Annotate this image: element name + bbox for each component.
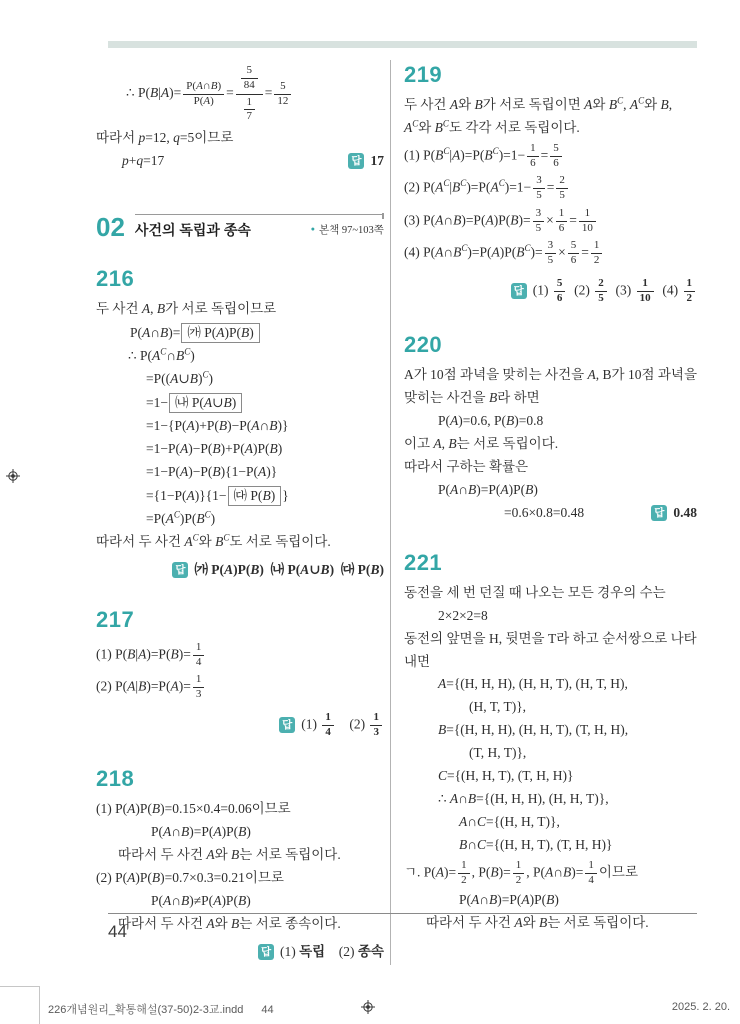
answer xyxy=(279,710,384,741)
solution-line xyxy=(96,151,384,172)
answer-line xyxy=(96,942,384,963)
right-column xyxy=(391,60,697,965)
problem-number: 216 xyxy=(96,265,135,291)
answer-badge: 답 xyxy=(348,153,364,169)
answer xyxy=(258,942,384,963)
answer-text: 17 xyxy=(370,152,384,168)
bullet-icon: ● xyxy=(310,225,315,234)
answer-text: 0.48 xyxy=(673,504,697,520)
solution-line: B∩C={(H, H, T), (T, H, H)} xyxy=(458,836,613,852)
answer-badge: 답 xyxy=(258,944,274,960)
solution-line: 따라서 두 사건 A와 B는 서로 종속이다. xyxy=(118,915,341,931)
answer-text: (1) 독립 (2) 종속 xyxy=(280,943,384,959)
answer xyxy=(651,503,697,524)
solution-line: P(A)=0.6, P(B)=0.8 xyxy=(437,413,544,429)
section-ref xyxy=(311,222,384,237)
answer-text: (1) $\frac{5}{6}$ (2) $\frac{2}{5}$ (3) $\frac{1}{10}$ (4) $\frac{1}{2}$ xyxy=(533,276,697,307)
section-body xyxy=(135,214,384,240)
solution-line: (T, H, T)}, xyxy=(468,745,527,761)
solution-line: A={(H, H, H), (H, H, T), (H, T, H), xyxy=(437,676,628,692)
registration-mark-icon xyxy=(6,469,20,487)
answer-line xyxy=(96,560,384,581)
solution-line: P(A∩B)=P(A)P(B) xyxy=(437,481,538,497)
solution-line: P(A∩B)=P(A)P(B) xyxy=(151,824,251,840)
answer xyxy=(348,151,384,172)
section-number: 02 xyxy=(96,211,125,242)
answer-line xyxy=(404,276,697,307)
solution-line xyxy=(404,503,697,524)
solution-line: 따라서 구하는 확률은 xyxy=(403,459,529,475)
solution-line: 내면 xyxy=(403,653,431,669)
footer-date: 2025. 2. 20. xyxy=(671,1001,730,1013)
answer xyxy=(511,276,697,307)
solution-line: 2×2×2=8 xyxy=(437,607,488,623)
problem-218 xyxy=(96,766,384,962)
page-content xyxy=(96,60,697,965)
solution-line: P(A∩B)≠P(A)P(B) xyxy=(151,892,251,908)
answer-badge: 답 xyxy=(651,505,667,521)
solution-line: 따라서 두 사건 $A^C$와 $B^C$도 서로 독립이다. xyxy=(96,532,331,549)
solution-line: 이고 A, B는 서로 독립이다. xyxy=(403,436,559,452)
solution-line: ∴ P(B|A)= $\frac{P(A\cap B)}{P(A)}$ = $\frac{\frac{5}{84}}{\frac{1}{7}}$ = $\frac{5}{12}$ xyxy=(96,62,384,126)
solution-line: 동전을 세 번 던질 때 나오는 모든 경우의 수는 xyxy=(403,584,666,600)
solution-line: =1− ㈏ P(A∪B) xyxy=(96,392,384,414)
problem-220 xyxy=(404,332,697,523)
answer-text: (1) $\frac{1}{4}$ (2) $\frac{1}{3}$ xyxy=(301,710,384,741)
answer xyxy=(172,560,384,581)
solution-line: 따라서 두 사건 A와 B는 서로 독립이다. xyxy=(118,847,341,863)
problem-217 xyxy=(96,607,384,741)
footer-page: 44 xyxy=(261,1004,274,1016)
solution-line: A가 10점 과녁을 맞히는 사건을 A, B가 10점 과녁을 xyxy=(403,367,697,383)
problem-221 xyxy=(404,550,697,934)
solution-line: ∴ A∩B={(H, H, H), (H, H, T)}, xyxy=(437,791,609,807)
answer-badge: 답 xyxy=(511,283,527,299)
solution-line: P(A∩B)= ㈎ P(A)P(B) xyxy=(96,322,384,344)
problem-number: 217 xyxy=(96,606,135,632)
solution-line: B={(H, H, H), (H, H, T), (T, H, H), xyxy=(437,722,629,738)
problem-number: 220 xyxy=(403,332,443,358)
left-column xyxy=(96,60,390,965)
section-ref-text: 본책 97~103쪽 xyxy=(318,225,384,237)
solution-line: ={1−P(A)}{1− ㈐ P(B) } xyxy=(96,485,384,507)
solution-line: =1−P(A)−P(B){1−P(A)} xyxy=(146,463,278,479)
problem-219 xyxy=(404,62,697,306)
solution-line: C={(H, H, T), (T, H, H)} xyxy=(437,768,574,784)
solution-line: (1) P(A)P(B)=0.15×0.4=0.06이므로 xyxy=(96,801,291,817)
solution-line: 따라서 p=12, q=5이므로 xyxy=(96,130,234,145)
problem-216 xyxy=(96,266,384,581)
solution-line: (2) $P(A^C|B^C)=P(A^C)=1-$ $\frac{3}{5}$ = $\frac{2}{5}$ xyxy=(404,173,697,204)
solution-line: P(A∩B)=P(A)P(B) xyxy=(458,892,559,908)
solution-line: 따라서 두 사건 A와 B는 서로 독립이다. xyxy=(425,915,649,931)
section-title: 사건의 독립과 종속 xyxy=(134,221,251,238)
solution-line: 동전의 앞면을 H, 뒷면을 T라 하고 순서쌍으로 나타 xyxy=(403,630,697,646)
solution-line: (4) $P(A\cap B^C)=P(A)P(B^C)=$ $\frac{3}{5}$ × $\frac{5}{6}$ = $\frac{1}{2}$ xyxy=(404,238,697,269)
solution-line: (3) P(A∩B)=P(A)P(B)= $\frac{3}{5}$ × $\frac{1}{6}$ = $\frac{1}{10}$ xyxy=(404,206,697,237)
bottom-rule xyxy=(108,913,697,914)
problem-number: 221 xyxy=(403,549,443,575)
footer-filename xyxy=(48,1001,292,1017)
answer-badge: 답 xyxy=(172,562,188,578)
footer-filename-text: 226개념원리_확통해설(37-50)2-3교.indd xyxy=(48,1004,244,1016)
solution-line: (2) P(A|B)=P(A)= $\frac{1}{3}$ xyxy=(96,672,384,703)
section-header xyxy=(96,211,384,242)
problem-number: 218 xyxy=(96,766,135,792)
crop-mark xyxy=(0,986,40,1024)
answer-text: ㈎ P(A)P(B) ㈏ P(A∪B) ㈐ P(B) xyxy=(194,561,384,577)
solution-line: (H, T, T)}, xyxy=(468,699,527,715)
page-number: 44 xyxy=(108,922,127,941)
solution-line: (1) $P(B^C|A)=P(B^C)=1-$ $\frac{1}{6}$ = $\frac{5}{6}$ xyxy=(404,141,697,172)
answer-badge: 답 xyxy=(279,717,295,733)
top-accent-bar xyxy=(108,41,697,48)
solution-line: =1−P(A)−P(B)+P(A)P(B) xyxy=(146,440,283,456)
problem-continuation xyxy=(96,62,384,172)
solution-line: ㄱ. P(A)= $\frac{1}{2}$ , P(B)= $\frac{1}{2}$ , P(A∩B)= $\frac{1}{4}$ 이므로 xyxy=(403,858,638,886)
solution-line: (2) P(A)P(B)=0.7×0.3=0.21이므로 xyxy=(96,870,284,886)
problem-number: 219 xyxy=(403,62,443,87)
solution-line: 두 사건 A와 B가 서로 독립이면 A와 $B^C$, $A^C$와 B, xyxy=(403,95,673,112)
solution-line: =P((A∪B)$^C$) xyxy=(146,369,213,386)
solution-text: p+q=17 xyxy=(122,152,165,168)
answer-line xyxy=(96,710,384,741)
solution-line: ∴ $P(A^C\cap B^C)$ xyxy=(128,346,195,363)
solution-line: 두 사건 A, B가 서로 독립이므로 xyxy=(96,300,277,316)
solution-line: $=P(A^C)P(B^C)$ xyxy=(146,509,216,527)
solution-line: $A^C$와 $B^C$도 각각 서로 독립이다. xyxy=(403,118,580,135)
registration-mark-icon xyxy=(361,1000,375,1018)
solution-text: =0.6×0.8=0.48 xyxy=(503,504,585,520)
solution-line: (1) P(B|A)=P(B)= $\frac{1}{4}$ xyxy=(96,640,384,671)
solution-line: 맞히는 사건을 B라 하면 xyxy=(403,390,540,406)
solution-line: =1−{P(A)+P(B)−P(A∩B)} xyxy=(146,418,289,434)
solution-line: A∩C={(H, H, T)}, xyxy=(458,814,560,830)
